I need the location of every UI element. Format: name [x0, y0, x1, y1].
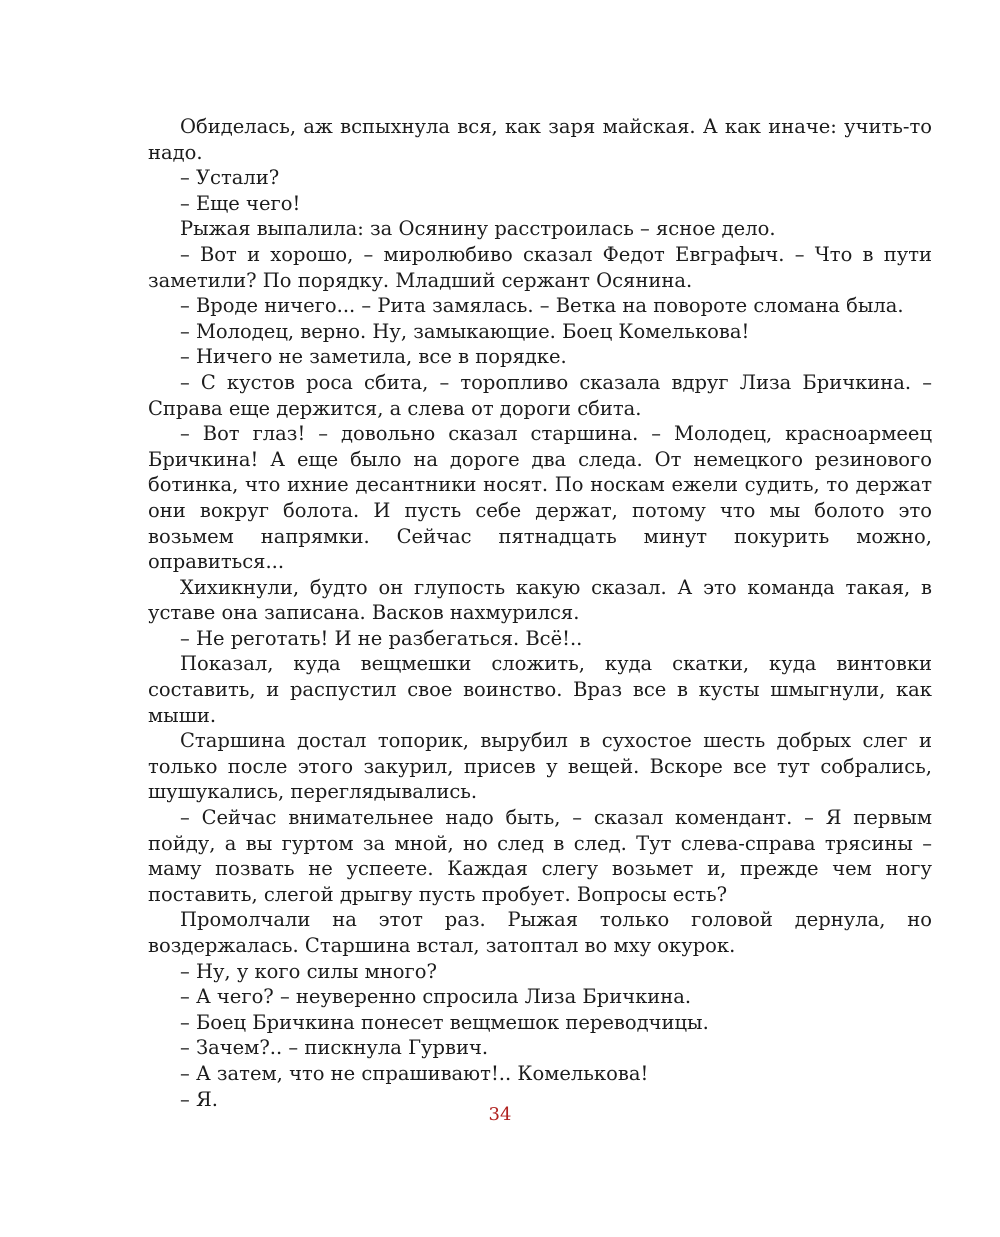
paragraph: – Молодец, верно. Ну, замыкающие. Боец Комелькова!: [180, 319, 750, 343]
paragraph: – А чего? – неуверенно спросила Лиза Бричкина.: [180, 985, 692, 1009]
paragraph: Обиделась, аж вспыхнула вся, как заря майская. А как иначе: учить-то надо.: [148, 115, 932, 164]
paragraph: – С кустов роса сбита, – торопливо сказала вдруг Лиза Бричкина. – Справа еще держится, а слева от дороги сбита.: [148, 370, 932, 420]
body-text: [148, 114, 932, 1112]
paragraph: – Вроде ничего... – Рита замялась. – Ветка на повороте сломана была.: [180, 294, 904, 318]
paragraph: Рыжая выпалила: за Осянину расстроилась – ясное дело.: [180, 217, 776, 241]
paragraph: Показал, куда вещмешки сложить, куда скатки, куда винтовки составить, и распустил свое воинство. Враз все в кусты шмыгнули, как мыши.: [148, 652, 932, 727]
paragraph: Промолчали на этот раз. Рыжая только головой дернула, но воздержалась. Старшина встал, затоптал во мху окурок.: [148, 908, 932, 957]
paragraph: – Устали?: [180, 166, 280, 190]
paragraph: – А затем, что не спрашивают!.. Комелькова!: [180, 1061, 649, 1085]
paragraph: – Я.: [180, 1087, 218, 1111]
paragraph: – Еще чего!: [180, 191, 301, 215]
paragraph: Хихикнули, будто он глупость какую сказал. А это команда такая, в уставе она записана. Васков нахмурился.: [148, 575, 932, 625]
paragraph: – Не реготать! И не разбегаться. Всё!..: [180, 626, 583, 650]
paragraph: – Вот и хорошо, – миролюбиво сказал Федот Евграфыч. – Что в пути заметили? По порядку. Младший сержант Осянина.: [148, 242, 932, 292]
page-number: 34: [488, 1104, 512, 1125]
paragraph: – Вот глаз! – довольно сказал старшина. – Молодец, красноармеец Бричкина! А еще было на дороге два следа. От немецкого резинового ботинка, что ихние десантники носят. По носкам ежели судить, то держат они вокруг болота. И пусть себе держат, потому что мы болото это возьмем напрямки. Сейчас пятнадцать минут покурить можно, оправиться...: [148, 422, 932, 574]
paragraph: – Ну, у кого силы много?: [180, 959, 437, 983]
paragraph: – Ничего не заметила, все в порядке.: [180, 345, 567, 369]
paragraph: Старшина достал топорик, вырубил в сухостое шесть добрых слег и только после этого закурил, присев у вещей. Вскоре все тут собрались, шушукались, переглядывались.: [148, 729, 932, 804]
paragraph: – Зачем?.. – пискнула Гурвич.: [180, 1036, 489, 1060]
paragraph: – Сейчас внимательнее надо быть, – сказал комендант. – Я первым пойду, а вы гуртом за мной, но след в след. Тут слева-справа трясины – маму позвать не успеете. Каждая слегу возьмет и, прежде чем ногу поставить, слегой дрыгву пусть пробует. Вопросы есть?: [148, 806, 932, 906]
paragraph: – Боец Бричкина понесет вещмешок переводчицы.: [180, 1010, 709, 1034]
